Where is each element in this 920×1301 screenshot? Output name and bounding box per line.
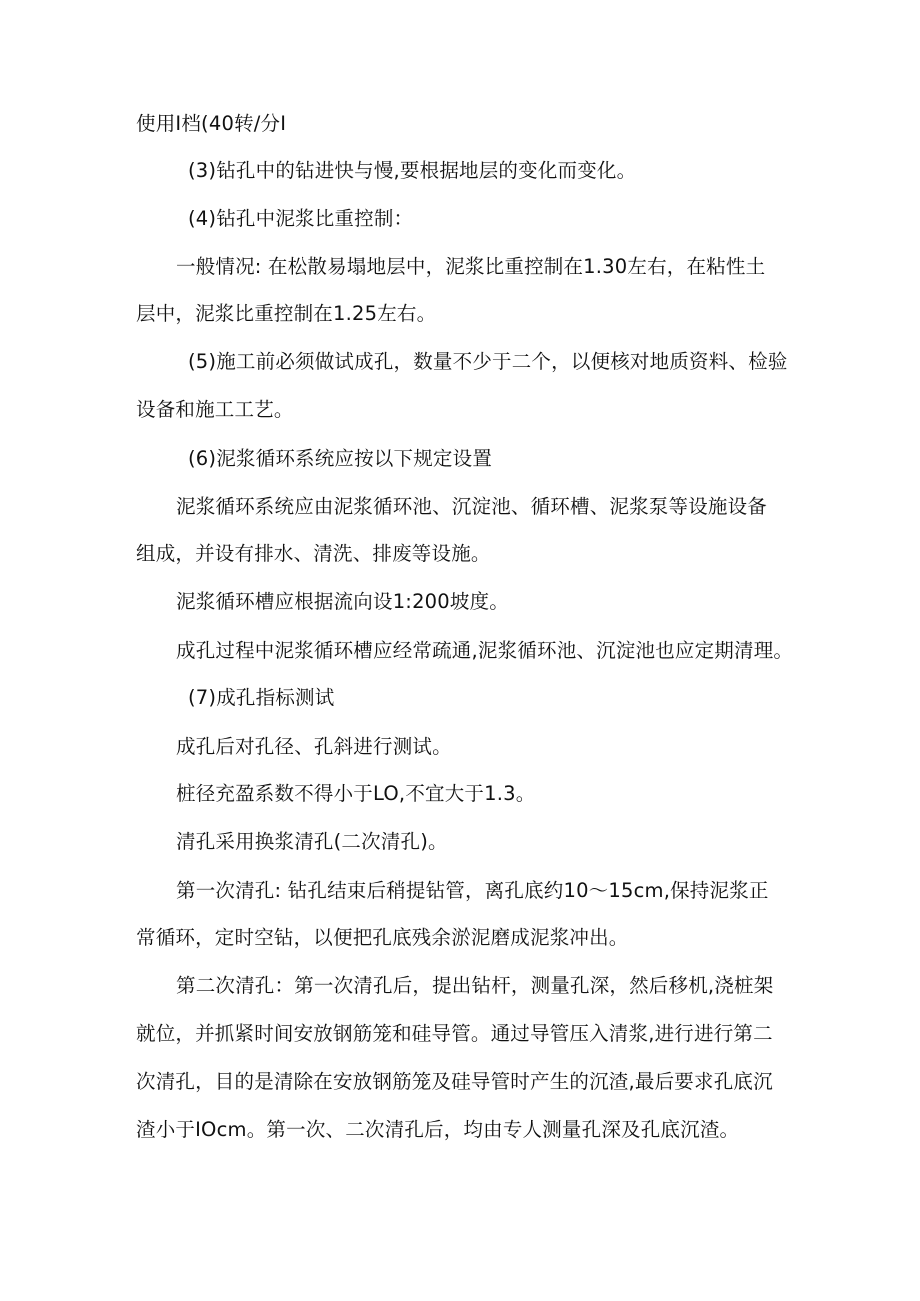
text-line: 使用Ⅰ档(40转/分Ⅰ [136, 112, 287, 135]
text-line: (4)钻孔中泥浆比重控制： [188, 207, 414, 230]
text-line: 泥浆循环槽应根据流向设1:200坡度。 [176, 590, 509, 613]
text-line: (7)成孔指标测试 [188, 686, 335, 709]
text-line: 成孔过程中泥浆循环槽应经常疏通,泥浆循环池、沉淀池也应定期清理。 [176, 639, 794, 662]
text-line: 组成，并设有排水、清洗、排废等设施。 [136, 542, 491, 565]
text-line: 清孔采用换浆清孔(二次清孔)。 [176, 830, 448, 853]
text-line: (3)钻孔中的钻进快与慢,要根据地层的变化而变化。 [188, 159, 637, 182]
text-line: 第一次清孔: 钻孔结束后稍提钻管，离孔底约10～15cm,保持泥浆正 [176, 879, 769, 902]
text-line: (5)施工前必须做试成孔，数量不少于二个，以便核对地质资料、检验 [188, 350, 788, 373]
text-line: 就位，并抓紧时间安放钢筋笼和硅导管。通过导管压入清浆,进行进行第二 [136, 1022, 773, 1045]
text-line: 设备和施工工艺。 [136, 398, 294, 421]
text-line: 一般情况: 在松散易塌地层中，泥浆比重控制在1.30左右，在粘性土 [176, 255, 766, 278]
text-line: 成孔后对孔径、孔斜进行测试。 [176, 735, 452, 758]
text-line: 渣小于IOcm。第一次、二次清孔后，均由专人测量孔深及孔底沉渣。 [136, 1118, 740, 1141]
text-line: 泥浆循环系统应由泥浆循环池、沉淀池、循环槽、泥浆泵等设施设备 [176, 495, 768, 518]
text-line: (6)泥浆循环系统应按以下规定设置 [188, 447, 493, 470]
text-line: 桩径充盈系数不得小于LO,不宜大于1.3。 [176, 782, 536, 805]
text-line: 常循环，定时空钻，以便把孔底残余淤泥磨成泥浆冲出。 [136, 926, 629, 949]
text-line: 次清孔，目的是清除在安放钢筋笼及硅导管时产生的沉渣,最后要求孔底沉 [136, 1070, 773, 1093]
text-line: 层中，泥浆比重控制在1.25左右。 [136, 302, 437, 325]
text-line: 第二次清孔：第一次清孔后，提出钻杆，测量孔深，然后移机,浇桩架 [176, 974, 774, 997]
